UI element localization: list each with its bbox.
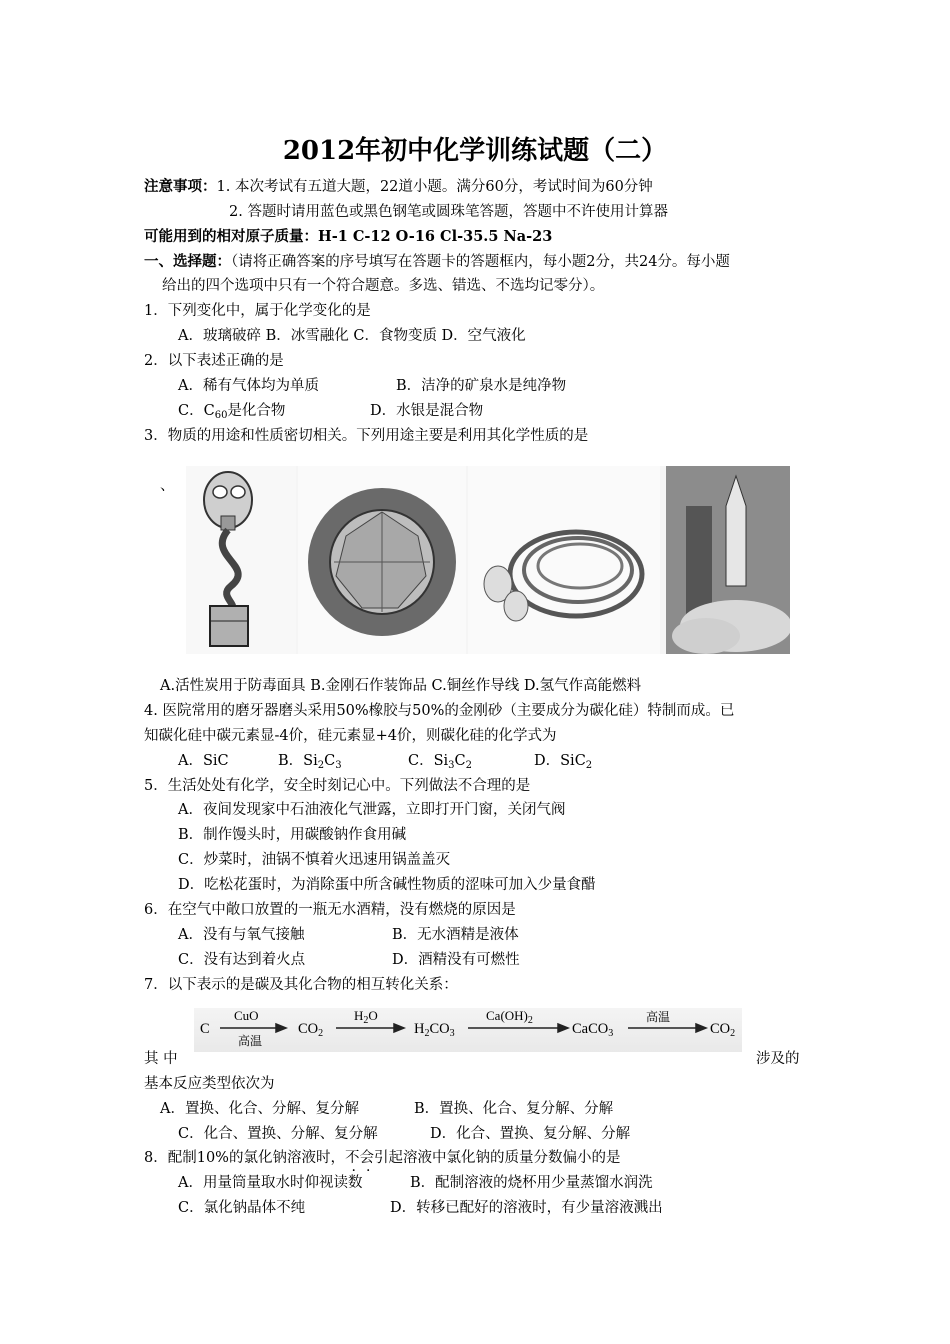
section1-label: 一、选择题： [144,253,231,270]
q2-option-c [178,401,285,426]
q6-option-c: C．没有达到着火点 [178,952,306,968]
section1-heading [144,252,730,272]
chain-cuo: CuO [234,1008,259,1023]
q2-stem: 2．以下表述正确的是 [144,353,284,369]
q3-stem: 3．物质的用途和性质密切相关。下列用途主要是利用其化学性质的是 [144,428,589,444]
q6-option-d: D．酒精没有可燃性 [392,952,520,968]
q6-option-a: A．没有与氧气接触 [178,927,305,943]
q7-option-c: C．化合、置换、分解、复分解 [178,1126,378,1142]
q6-option-b: B．无水酒精是液体 [392,927,519,943]
chain-gaowen-1: 高温 [238,1034,263,1048]
q1-options: A．玻璃破碎 B．冰雪融化 C．食物变质 D．空气液化 [178,328,526,344]
q4-option-c: C．$Si_3C_2$ [408,753,473,771]
q5-option-c: C．炒菜时，油锅不慎着火迅速用锅盖盖灭 [178,852,451,868]
page-title: 2012年初中化学训练试题（二） [282,136,668,166]
q7-right-text: 涉及的 [756,1051,800,1067]
q4-line-2: 知碳化硅中碳元素显-4价，硅元素显+4价，则碳化硅的化学式为 [144,728,557,744]
q7-option-a: A．置换、化合、分解、复分解 [160,1101,359,1117]
q7-stem: 7．以下表示的是碳及其化合物的相互转化关系： [144,977,458,993]
q8-option-d: D．转移已配好的溶液时，有少量溶液溅出 [390,1200,663,1216]
q4-option-a: A．SiC [178,753,229,769]
chain-h2o: $H_2O$ [354,1008,378,1026]
atomic-mass-line: 可能用到的相对原子质量：H-1 C-12 O-16 Cl-35.5 Na-23 [144,228,553,245]
q8-option-b: B．配制溶液的烧杯用少量蒸馏水润洗 [410,1175,653,1191]
q6-stem: 6．在空气中敞口放置的一瓶无水酒精，没有燃烧的原因是 [144,902,516,918]
q4-option-b: B．$Si_2C_3$ [278,753,342,771]
q3-mark: 、 [160,478,175,494]
notice-line-1: 1. 本次考试有五道大题，22道小题。满分60分，考试时间为60分钟 [216,179,653,195]
q4-option-d: D．SiC$_2$ [534,753,593,771]
q8-option-c: C．氯化钠晶体不纯 [178,1200,306,1216]
q3-options: A.活性炭用于防毒面具 B.金刚石作装饰品 C.铜丝作导线 D.氢气作高能燃料 [160,678,642,694]
q1-stem: 1．下列变化中，属于化学变化的是 [144,303,371,319]
diamond-image [298,466,466,654]
q7-option-b: B．置换、化合、复分解、分解 [414,1101,614,1117]
chain-c: C [200,1021,210,1037]
q2-option-b: B．洁净的矿泉水是纯净物 [396,378,567,394]
copper-wire-image [468,466,660,654]
q5-option-d: D．吃松花蛋时，为消除蛋中所含碱性物质的涩味可加入少量食醋 [178,877,596,893]
chain-caoh2: $Ca(OH)_2$ [486,1008,533,1026]
q2-c-text: C．C [178,403,215,419]
chain-h2co3: $H_2CO_3$ [414,1021,455,1039]
notice-label: 注意事项： [144,178,217,195]
q5-stem: 5．生活处处有化学，安全时刻记心中。下列做法不合理的是 [144,778,531,794]
q3-images [186,466,790,654]
q5-option-b: B．制作馒头时，用碳酸钠作食用碱 [178,827,407,843]
q2-option-d: D．水银是混合物 [370,403,484,419]
q2-option-a: A．稀有气体均为单质 [178,378,319,394]
section1-desc-1: （请将正确答案的序号填写在答题卡的答题框内，每小题2分，共24分。每小题 [231,254,730,270]
q8-stem: 8．配制10%的氯化钠溶液时，不会引起溶液中氯化钠的质量分数偏小的是 [144,1150,621,1166]
gas-mask-image [186,466,296,654]
q7-left-text: 其 中 [144,1051,178,1067]
notice-block [144,177,653,197]
rocket-image [666,466,790,654]
q8-option-a: A．用量筒量取水时仰视读数 [178,1175,363,1191]
notice-line-2: 2. 答题时请用蓝色或黑色钢笔或圆珠笔答题，答题中不许使用计算器 [229,204,668,220]
emphasis-dot-2: 会 [359,1150,374,1166]
q7-line-2: 基本反应类型依次为 [144,1076,275,1092]
chain-co2-b: $CO_2$ [710,1021,736,1039]
q2-c-subscript: 60 [214,410,228,421]
q7-conversion-chain [194,1008,742,1052]
chain-co2-a: $CO_2$ [298,1021,324,1039]
chain-caco3: CaCO$_3$ [572,1021,614,1039]
emphasis-dot-1: 不 [344,1150,360,1166]
q4-line-1: 4. 医院常用的磨牙器磨头采用50%橡胶与50%的金刚砂（主要成分为碳化硅）特制而成。已 [144,703,735,719]
q7-option-d: D．化合、置换、复分解、分解 [430,1126,631,1142]
chain-gaowen-2: 高温 [646,1010,671,1024]
q3-image-strip [186,466,790,654]
section1-desc-2: 给出的四个选项中只有一个符合题意。多选、错选、不选均记零分）。 [162,278,605,294]
q5-option-a: A．夜间发现家中石油液化气泄露，立即打开门窗，关闭气阀 [178,802,566,818]
q2-c-text-post: 是化合物 [227,403,286,419]
